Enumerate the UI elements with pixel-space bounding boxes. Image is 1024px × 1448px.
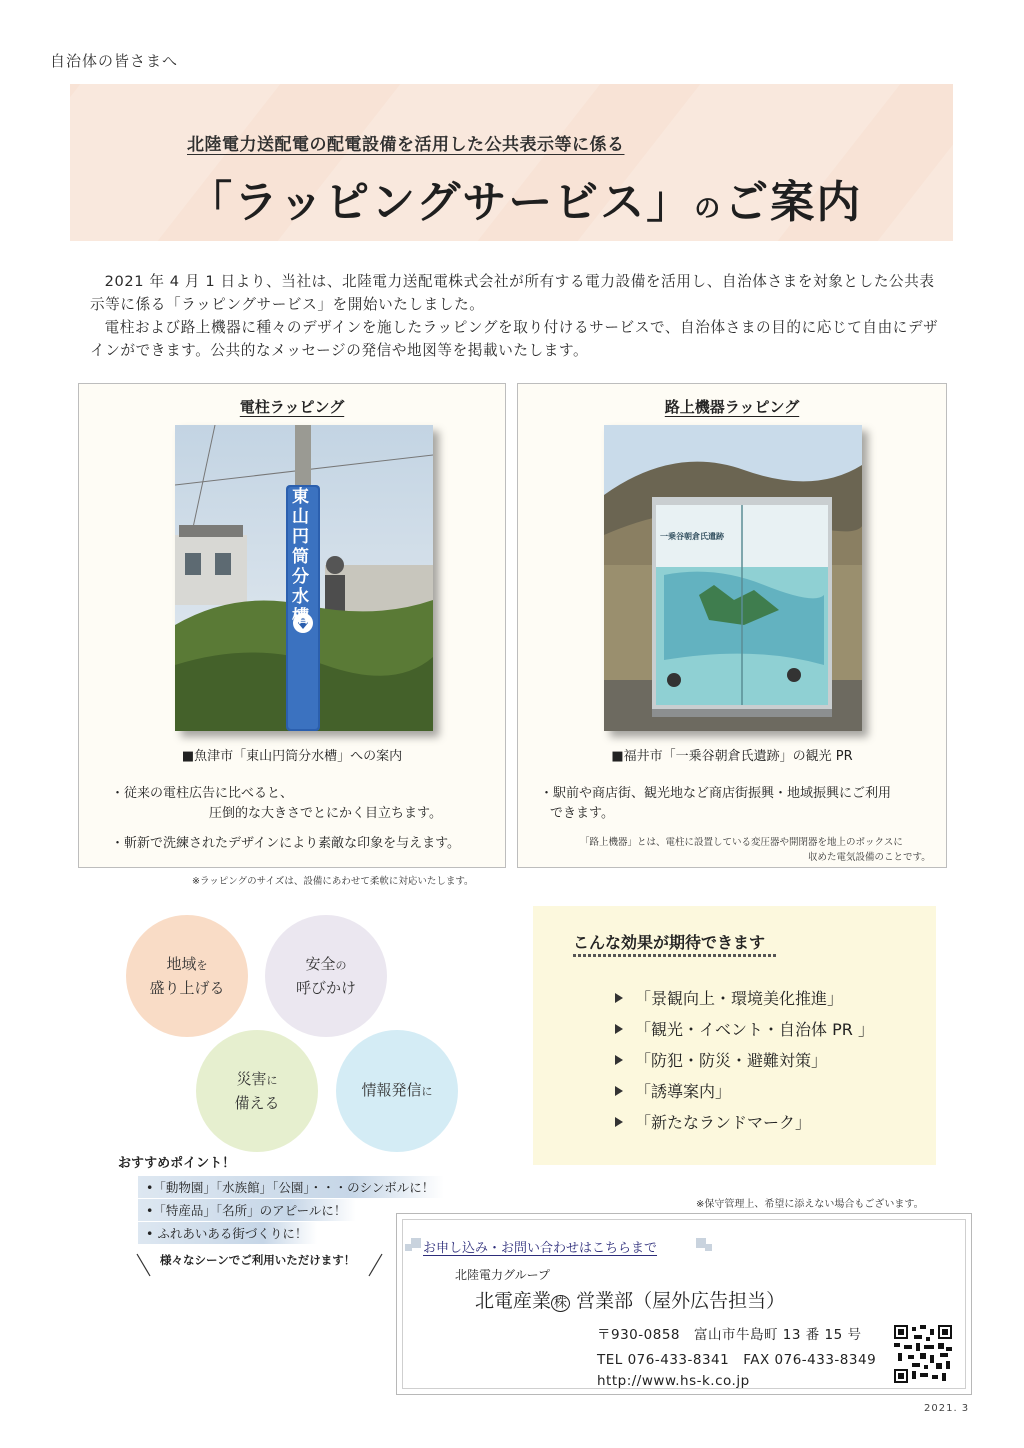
- recommend-item: •「動物園」「水族館」「公園」・・・のシンボルに！: [138, 1176, 444, 1198]
- pole-bullet-2: ・斬新で洗練されたデザインにより素敵な印象を与えます。: [111, 836, 461, 851]
- triangle-bullet-icon: [615, 1117, 623, 1127]
- audience-label: 自治体の皆さまへ: [50, 52, 179, 70]
- effect-item: [615, 986, 843, 1009]
- decor-square: [705, 1244, 712, 1251]
- intro-paragraph: 2021 年 4 月 1 日より、当社は、北陸電力送配電株式会社が所有する電力設備を活用し、自治体さまを対象とした公共表示等に係る「ラッピングサービス」を開始いたしました。: [90, 273, 935, 313]
- qr-code-icon[interactable]: [894, 1325, 952, 1383]
- banner-title-no: の: [694, 194, 723, 224]
- box-note-line2: 収めた電気設備のことです。: [808, 852, 931, 863]
- maintenance-note: ※保守管理上、希望に添えない場合もございます。: [696, 1199, 924, 1210]
- banner-title: [188, 166, 862, 230]
- left-slash-decoration: [134, 1252, 154, 1278]
- effect-item: [615, 1017, 874, 1040]
- street-equipment-photo: [604, 425, 862, 731]
- effect-item: [615, 1110, 811, 1133]
- triangle-bullet-icon: [615, 993, 623, 1003]
- recommend-title: おすすめポイント！: [118, 1156, 236, 1171]
- effects-title: こんな効果が期待できます: [573, 933, 766, 952]
- company-url[interactable]: http://www.hs-k.co.jp: [597, 1373, 750, 1389]
- circle-text: 災害: [236, 1070, 267, 1088]
- circle-particle: を: [196, 959, 208, 972]
- company-name-a: 北電産業: [475, 1290, 552, 1312]
- recommend-item: • ふれあいある街づくりに！: [138, 1222, 317, 1244]
- effect-text: 「景観向上・環境美化推進」: [635, 989, 844, 1008]
- circle-regional: [126, 915, 248, 1037]
- box-note-line1: 「路上機器」とは、電柱に設置している変圧器や開閉器を地上のボックスに: [580, 837, 903, 848]
- pole-bullet-1a: ・従来の電柱広告に比べると、: [111, 786, 294, 801]
- box-photo-illustration: [604, 425, 862, 731]
- banner-title-main: 「ラッピングサービス」: [188, 177, 693, 228]
- size-note: ※ラッピングのサイズは、設備にあわせて柔軟に対応いたします。: [192, 876, 474, 887]
- triangle-bullet-icon: [615, 1055, 623, 1065]
- effect-item: [615, 1048, 827, 1071]
- pole-bullet-1b: 圧倒的な大きさでとにかく目立ちます。: [209, 806, 442, 821]
- company-kabushiki: 株: [551, 1295, 570, 1312]
- effects-panel: [533, 906, 936, 1165]
- box-bullet-1a: ・駅前や商店街、観光地など商店街振興・地域振興にご利用: [540, 786, 892, 801]
- street-equipment-card: [517, 383, 947, 868]
- title-banner: [70, 84, 953, 241]
- effect-item: [615, 1079, 731, 1102]
- effect-text: 「防犯・防災・避難対策」: [635, 1051, 828, 1070]
- circle-safety: [265, 915, 387, 1037]
- pole-photo-caption: ■魚津市「東山円筒分水槽」への案内: [181, 749, 403, 764]
- triangle-bullet-icon: [615, 1086, 623, 1096]
- circle-particle: の: [335, 959, 347, 972]
- pole-wrapping-card: [78, 383, 506, 868]
- circle-particle: に: [421, 1085, 433, 1098]
- circle-text: 地域: [166, 955, 197, 973]
- issue-date: 2021. 3: [924, 1403, 970, 1414]
- circle-particle: に: [266, 1074, 278, 1087]
- company-name: [475, 1286, 785, 1313]
- right-slash-decoration: [366, 1252, 386, 1278]
- circle-text: 呼びかけ: [295, 979, 356, 997]
- banner-title-tail: ご案内: [724, 177, 863, 228]
- intro-text: [90, 270, 940, 362]
- circle-text: 盛り上げる: [149, 979, 225, 997]
- contact-inner-frame: [402, 1219, 966, 1389]
- pole-card-title: 電柱ラッピング: [239, 398, 345, 416]
- decor-square: [411, 1238, 421, 1248]
- pole-sign-text: 東山円筒分水槽: [292, 487, 309, 627]
- decor-square: [405, 1244, 412, 1251]
- circle-text: 情報発信: [361, 1081, 422, 1099]
- box-sign-text: 一乗谷朝倉氏遺跡: [660, 532, 724, 541]
- circle-disaster: [196, 1030, 318, 1152]
- circle-text: 備える: [234, 1094, 280, 1112]
- company-name-b: 営業部（屋外広告担当）: [576, 1290, 786, 1312]
- box-photo-caption: ■福井市「一乗谷朝倉氏遺跡」の観光 PR: [611, 749, 853, 764]
- contact-heading: お申し込み・お問い合わせはこちらまで: [423, 1241, 658, 1256]
- contact-box: [396, 1213, 972, 1395]
- box-bullet-1b: できます。: [550, 806, 614, 821]
- intro-paragraph: 電柱および路上機器に種々のデザインを施したラッピングを取り付けるサービスで、自治体さまの目的に応じて自由にデザインができます。公共的なメッセージの発信や地図等を掲載いたします。: [90, 319, 939, 359]
- effect-text: 「新たなランドマーク」: [635, 1113, 812, 1132]
- recommend-footer: 様々なシーンでご利用いただけます！: [160, 1253, 356, 1267]
- effects-title-rule: [573, 954, 778, 957]
- company-address: 〒930-0858 富山市牛島町 13 番 15 号: [597, 1327, 862, 1343]
- triangle-bullet-icon: [615, 1024, 623, 1034]
- circle-info: [336, 1030, 458, 1152]
- company-group: 北陸電力グループ: [455, 1268, 551, 1282]
- box-card-title: 路上機器ラッピング: [664, 398, 800, 416]
- recommend-item: •「特産品」「名所」のアピールに！: [138, 1199, 356, 1221]
- effect-text: 「誘導案内」: [635, 1082, 732, 1101]
- banner-subtitle: 北陸電力送配電の配電設備を活用した公共表示等に係る: [187, 135, 625, 155]
- effect-text: 「観光・イベント・自治体 PR 」: [635, 1020, 874, 1039]
- company-phone: TEL 076-433-8341 FAX 076-433-8349: [597, 1352, 877, 1368]
- circle-text: 安全: [305, 955, 336, 973]
